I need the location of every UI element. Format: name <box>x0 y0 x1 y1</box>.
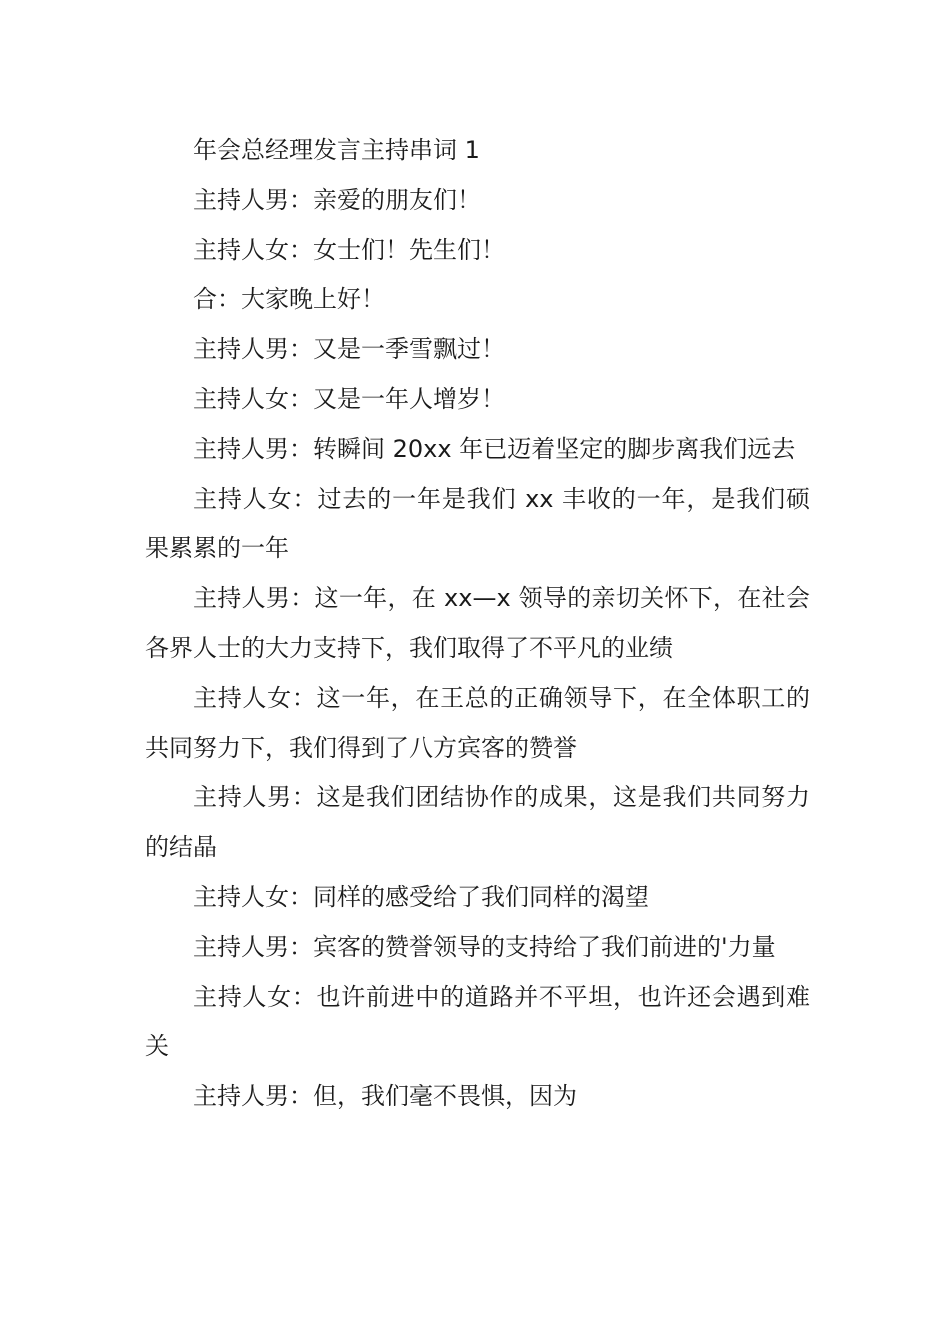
document-body <box>145 126 810 1122</box>
paragraph: 主持人女：过去的一年是我们 xx 丰收的一年，是我们硕果累累的一年 <box>145 484 810 563</box>
paragraph: 主持人女：同样的感受给了我们同样的渴望 <box>193 882 649 911</box>
paragraph: 主持人男：这是我们团结协作的成果，这是我们共同努力的结晶 <box>145 783 810 862</box>
paragraph: 主持人男：这一年，在 xx—x 领导的亲切关怀下，在社会各界人士的大力支持下，我们取得了不平凡的业绩 <box>145 584 810 662</box>
paragraph: 主持人女：也许前进中的道路并不平坦，也许还会遇到难关 <box>145 982 810 1061</box>
paragraph: 主持人男：但，我们毫不畏惧，因为 <box>193 1082 577 1111</box>
paragraph: 主持人女：这一年，在王总的正确领导下，在全体职工的共同努力下，我们得到了八方宾客的赞誉 <box>145 683 810 762</box>
paragraph: 主持人女：女士们！先生们！ <box>193 235 505 264</box>
document-title: 年会总经理发言主持串词 1 <box>193 136 480 164</box>
paragraph: 主持人男：亲爱的朋友们！ <box>193 185 481 214</box>
paragraph: 主持人女：又是一年人增岁！ <box>193 384 505 413</box>
paragraph: 合：大家晚上好！ <box>193 285 385 314</box>
paragraph: 主持人男：转瞬间 20xx 年已迈着坚定的脚步离我们远去 <box>193 434 796 463</box>
paragraph: 主持人男：又是一季雪飘过！ <box>193 335 505 364</box>
paragraph: 主持人男：宾客的赞誉领导的支持给了我们前进的'力量 <box>193 932 776 961</box>
